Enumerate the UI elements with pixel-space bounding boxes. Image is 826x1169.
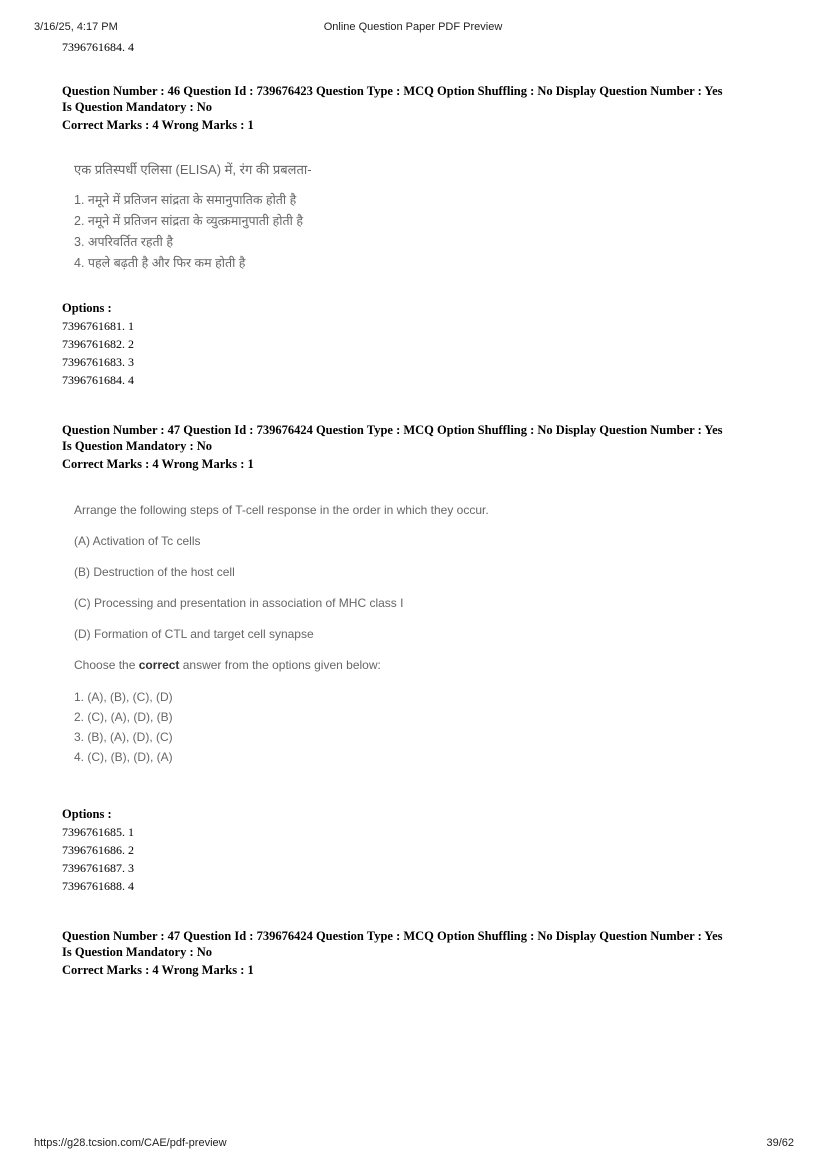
q46-options [62,299,774,389]
q47-marks: Correct Marks : 4 Wrong Marks : 1 [62,457,254,471]
emphasis-correct: correct [138,658,180,672]
q46-meta [62,83,774,133]
q47b-meta [62,928,774,978]
q46-choice: 2. नमूने में प्रतिजन सांद्रता के व्युत्क्रमानुपाती होती है [74,214,303,228]
option-item: 7396761688. 4 [62,879,134,893]
q47-choice: 4. (C), (B), (D), (A) [74,750,173,764]
q47b-mandatory: Is Question Mandatory : No [62,945,213,959]
q47-step: (C) Processing and presentation in association of MHC class I [74,596,404,610]
option-item: 7396761687. 3 [62,861,134,875]
q47-instruction: Choose the correct answer from the options given below: [74,658,381,672]
option-item: 7396761686. 2 [62,843,134,857]
q46-marks: Correct Marks : 4 Wrong Marks : 1 [62,118,254,132]
q47-step: (D) Formation of CTL and target cell synapse [74,627,314,641]
q46-choice: 1. नमूने में प्रतिजन सांद्रता के समानुपातिक होती है [74,193,297,207]
q46-options-label: Options : [62,301,112,315]
q46-choice: 4. पहले बढ़ती है और फिर कम होती है [74,256,246,270]
q47-meta [62,422,774,472]
q46-meta-line1: Question Number : 46 Question Id : 739676423 Question Type : MCQ Option Shuffling : No Display Question Number : Yes [62,84,723,98]
q47-choices [74,687,489,767]
option-item: 7396761681. 1 [62,319,134,333]
option-item: 7396761684. 4 [62,373,134,387]
option-item: 7396761685. 1 [62,825,134,839]
q47b-marks: Correct Marks : 4 Wrong Marks : 1 [62,963,254,977]
q46-mandatory: Is Question Mandatory : No [62,100,213,114]
q47-meta-line1: Question Number : 47 Question Id : 739676424 Question Type : MCQ Option Shuffling : No Display Question Number : Yes [62,423,723,437]
q47-options [62,805,774,895]
q47-choice: 3. (B), (A), (D), (C) [74,730,173,744]
q46-stem: एक प्रतिस्पर्धी एलिसा (ELISA) में, रंग की प्रबलता- [74,162,312,177]
option-item: 7396761682. 2 [62,337,134,351]
option-item: 7396761683. 3 [62,355,134,369]
q46-question-image [74,160,312,274]
print-timestamp: 3/16/25, 4:17 PM [34,21,118,33]
q47-choice: 2. (C), (A), (D), (B) [74,710,173,724]
q46-choices [74,190,312,274]
q46-choice: 3. अपरिवर्तित रहती है [74,235,174,249]
q47-options-label: Options : [62,807,112,821]
page-title: Online Question Paper PDF Preview [323,21,503,33]
previous-option-line: 7396761684. 4 [62,40,134,54]
q47b-meta-line1: Question Number : 47 Question Id : 739676424 Question Type : MCQ Option Shuffling : No Display Question Number : Yes [62,929,723,943]
q47-choice: 1. (A), (B), (C), (D) [74,690,173,704]
q47-stem: Arrange the following steps of T-cell response in the order in which they occur. [74,503,489,517]
q47-step: (B) Destruction of the host cell [74,565,235,579]
q47-mandatory: Is Question Mandatory : No [62,439,213,453]
page-number: 39/62 [766,1137,794,1149]
q47-step: (A) Activation of Tc cells [74,534,201,548]
footer-url: https://g28.tcsion.com/CAE/pdf-preview [34,1137,227,1149]
q47-question-image [74,503,489,767]
